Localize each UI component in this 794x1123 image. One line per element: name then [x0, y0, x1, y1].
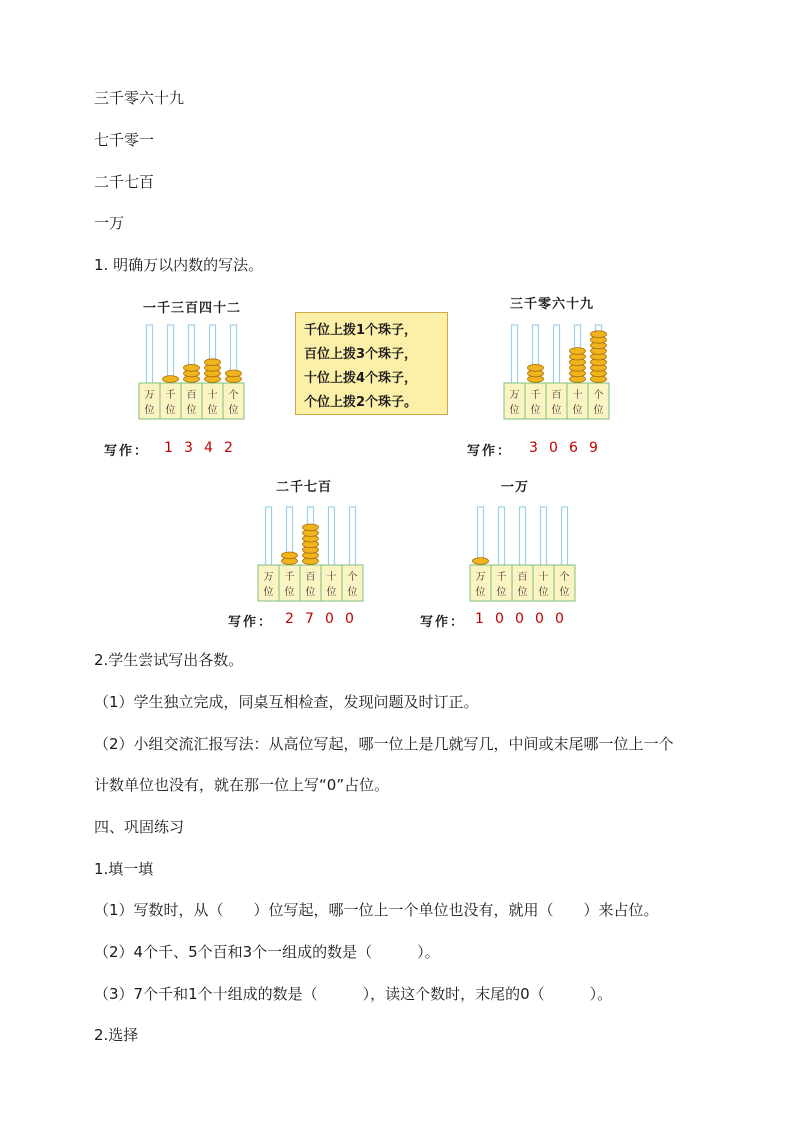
digit: 0: [325, 611, 334, 627]
written-number-1: [164, 440, 244, 456]
place-label: 位: [517, 587, 528, 598]
abacus-bead: [184, 364, 200, 371]
fill-question-3: （3）7个千和1个十组成的数是（ ），读这个数时，末尾的0（ ）。: [94, 985, 613, 1003]
digit: 6: [569, 440, 578, 456]
instruction-line: 百位上拨3个珠子，: [304, 347, 418, 362]
section-heading-practice: 四、巩固练习: [94, 818, 185, 836]
place-label: 位: [347, 587, 358, 598]
place-label: 百: [305, 572, 316, 583]
abacus-1: [138, 324, 245, 420]
section-heading-try: 2.学生尝试写出各数。: [94, 651, 244, 669]
place-label: 位: [284, 587, 295, 598]
place-label: 个: [593, 390, 604, 401]
place-label: 千: [284, 572, 295, 583]
place-label: 位: [538, 587, 549, 598]
place-label: 千: [530, 390, 541, 401]
abacus-rod: [554, 325, 560, 385]
digit: 1: [475, 611, 484, 627]
place-label: 万: [509, 390, 520, 401]
place-label: 十: [326, 572, 337, 583]
text-line-4: 一万: [94, 214, 125, 232]
place-label: 千: [496, 572, 507, 583]
abacus-4: [469, 506, 576, 602]
digit: 0: [549, 440, 558, 456]
abacus-bead: [473, 558, 489, 565]
digit: 0: [495, 611, 504, 627]
text-line-1: 三千零六十九: [94, 89, 185, 107]
abacus-title-1: 一千三百四十二: [143, 301, 242, 316]
abacus-svg: [138, 324, 245, 420]
place-label: 百: [517, 572, 528, 583]
place-label: 位: [228, 405, 239, 416]
digit: 0: [345, 611, 354, 627]
abacus-rod: [499, 507, 505, 567]
written-number-4: [475, 611, 575, 627]
abacus-3: [257, 506, 364, 602]
fill-question-1: （1）写数时，从（ ）位写起，哪一位上一个单位也没有，就用（ ）来占位。: [94, 901, 659, 919]
place-label: 位: [475, 587, 486, 598]
abacus-bead: [528, 364, 544, 371]
fill-question-2: （2）4个千、5个百和3个一组成的数是（ ）。: [94, 943, 440, 961]
abacus-svg: [257, 506, 364, 602]
place-label: 位: [305, 587, 316, 598]
abacus-bead: [163, 376, 179, 383]
abacus-rod: [562, 507, 568, 567]
abacus-title-2: 三千零六十九: [510, 297, 595, 312]
place-label: 位: [530, 405, 541, 416]
step-2-text: （2）小组交流汇报写法：从高位写起，哪一位上是几就写几，中间或末尾哪一位上一个: [94, 735, 674, 753]
abacus-rod: [541, 507, 547, 567]
place-label: 位: [551, 405, 562, 416]
bead-instructions-box: [295, 312, 448, 415]
digit: 1: [164, 440, 173, 456]
place-label: 位: [263, 587, 274, 598]
place-label: 万: [263, 572, 274, 583]
digit: 7: [305, 611, 314, 627]
abacus-2: [503, 324, 610, 420]
place-label: 位: [509, 405, 520, 416]
place-label: 个: [559, 572, 570, 583]
abacus-svg: [503, 324, 610, 420]
place-label: 位: [165, 405, 176, 416]
abacus-svg: [469, 506, 576, 602]
place-label: 百: [186, 390, 197, 401]
abacus-rod: [350, 507, 356, 567]
section-heading-writing: 1. 明确万以内数的写法。: [94, 256, 264, 274]
digit: 4: [204, 440, 213, 456]
instruction-line: 十位上拨4个珠子，: [304, 371, 418, 386]
place-label: 位: [326, 587, 337, 598]
digit: 0: [555, 611, 564, 627]
abacus-bead: [570, 348, 586, 355]
abacus-bead: [282, 552, 298, 559]
abacus-rod: [147, 325, 153, 385]
fill-in-heading: 1.填一填: [94, 860, 154, 878]
abacus-title-3: 二千七百: [276, 480, 333, 495]
place-label: 位: [572, 405, 583, 416]
write-label-2: 写作：: [467, 444, 513, 459]
abacus-bead: [205, 359, 221, 366]
abacus-bead: [303, 524, 319, 531]
place-label: 个: [228, 390, 239, 401]
instruction-line: 个位上拨2个珠子。: [304, 395, 418, 410]
abacus-bead: [226, 370, 242, 377]
digit: 3: [184, 440, 193, 456]
digit: 0: [515, 611, 524, 627]
place-label: 十: [538, 572, 549, 583]
abacus-rod: [520, 507, 526, 567]
place-label: 百: [551, 390, 562, 401]
abacus-rod: [266, 507, 272, 567]
abacus-rod: [512, 325, 518, 385]
written-number-2: [529, 440, 609, 456]
text-line-2: 七千零一: [94, 131, 155, 149]
text-line-3: 二千七百: [94, 173, 155, 191]
digit: 9: [589, 440, 598, 456]
write-label-4: 写作：: [420, 615, 466, 630]
instruction-line: 千位上拨1个珠子，: [304, 323, 418, 338]
place-label: 万: [475, 572, 486, 583]
abacus-title-4: 一万: [501, 480, 530, 495]
place-label: 万: [144, 390, 155, 401]
digit: 2: [224, 440, 233, 456]
place-label: 位: [144, 405, 155, 416]
abacus-bead: [591, 331, 607, 338]
place-label: 十: [207, 390, 218, 401]
digit: 0: [535, 611, 544, 627]
abacus-rod: [329, 507, 335, 567]
write-label-1: 写作：: [104, 444, 150, 459]
step-2-text-cont: 计数单位也没有，就在那一位上写“0”占位。: [94, 776, 390, 794]
write-label-3: 写作：: [228, 615, 274, 630]
step-1-text: （1）学生独立完成，同桌互相检查，发现问题及时订正。: [94, 693, 479, 711]
place-label: 十: [572, 390, 583, 401]
place-label: 位: [186, 405, 197, 416]
place-label: 位: [496, 587, 507, 598]
place-label: 位: [559, 587, 570, 598]
place-label: 千: [165, 390, 176, 401]
place-label: 位: [593, 405, 604, 416]
place-label: 个: [347, 572, 358, 583]
digit: 2: [285, 611, 294, 627]
place-label: 位: [207, 405, 218, 416]
written-number-3: [285, 611, 365, 627]
choice-heading: 2.选择: [94, 1026, 139, 1044]
digit: 3: [529, 440, 538, 456]
